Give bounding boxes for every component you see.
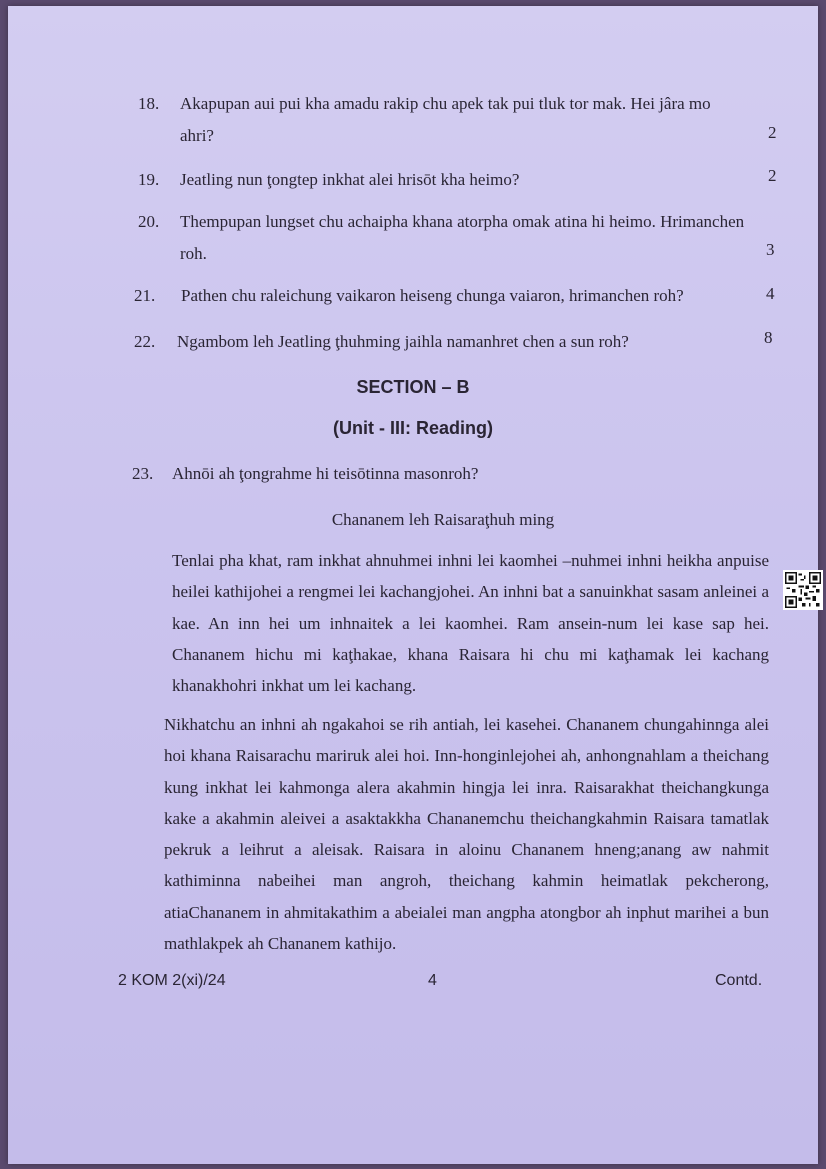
qr-code-icon <box>783 570 823 610</box>
question-text-line: Pathen chu raleichung vaikaron heiseng chunga vaiaron, hrimanchen roh? <box>181 286 684 305</box>
question-number: 20. <box>138 212 160 231</box>
marks-label: 2 <box>768 123 777 142</box>
marks-label: 8 <box>764 328 773 347</box>
question-21 <box>134 284 774 312</box>
question-number: 22. <box>134 332 156 351</box>
marks-label: 3 <box>766 240 775 259</box>
continued-label: Contd. <box>715 972 763 989</box>
question-23 <box>132 462 772 490</box>
question-number: 19. <box>138 170 160 189</box>
question-18 <box>138 92 788 148</box>
question-text-line: Ngambom leh Jeatling ţhuhming jaihla namanhret chen a sun roh? <box>177 332 629 351</box>
question-text-line: Ahnōi ah ţongrahme hi teisōtinna masonroh? <box>172 464 479 483</box>
exam-page <box>8 6 818 1164</box>
question-22 <box>134 330 774 358</box>
paper-code: 2 KOM 2(xi)/24 <box>118 972 226 989</box>
question-text-line: Thempupan lungset chu achaipha khana atorpha omak atina hi heimo. Hrimanchen <box>180 212 745 231</box>
story-title: Chananem leh Raisaraţhuh ming <box>331 510 555 529</box>
section-title: SECTION – B <box>356 377 470 397</box>
page-number: 4 <box>428 972 437 989</box>
question-number: 18. <box>138 94 160 113</box>
question-number: 21. <box>134 286 156 305</box>
question-text-line: Akapupan aui pui kha amadu rakip chu apek tak pui tluk tor mak. Hei jâra mo <box>180 94 711 113</box>
marks-label: 2 <box>768 166 777 185</box>
question-number: 23. <box>132 464 154 483</box>
question-20 <box>138 210 788 266</box>
question-19 <box>138 168 778 196</box>
section-subtitle: (Unit - III: Reading) <box>333 418 493 438</box>
question-text-line: ahri? <box>180 126 214 145</box>
marks-label: 4 <box>766 284 775 303</box>
story-paragraph-1: Tenlai pha khat, ram inkhat ahnuhmei inhni lei kaomhei –nuhmei inhni heikha anpuise heilei kathijohei a rengmei lei kachangjohei. An inhni bat a sanuinkhat sasam anleinei a kae. An inn hei um inhnaitek a lei kaomhei. Ram ansein-num lei kase sap hei. Chananem hichu mi kaţhakae, khana Raisara hi chu mi kaţhamak lei kachang khanakhohri inkhat um lei kachang. <box>172 551 769 696</box>
story-paragraph-2: Nikhatchu an inhni ah ngakahoi se rih antiah, lei kasehei. Chananem chungahinnga alei hoi khana Raisarachu mariruk alei hoi. Inn-honginlejohei ah, anhongnahlam a theichang kung inkhat lei kahmonga alera akahmin hingja lei inra. Raisarakhat theichangkunga kake a akahmin aleivei a asaktakkha Chananemchu theichangkahmin Raisara tamatlak pekruk a leihrut a aleisak. Raisara in aloinu Chananem hneng;anang aw nahmit kathiminna nabeihei man angroh, theichang kahmin heimatlak pekcherong, atiaChananem in ahmitakathim a abeialei man angpha atongbor ah inphut marihei a bun mathlakpek ah Chananem kathijo. <box>164 715 769 954</box>
question-text-line: Jeatling nun ţongtep inkhat alei hrisōt kha heimo? <box>180 170 520 189</box>
question-text-line: roh. <box>180 244 207 263</box>
